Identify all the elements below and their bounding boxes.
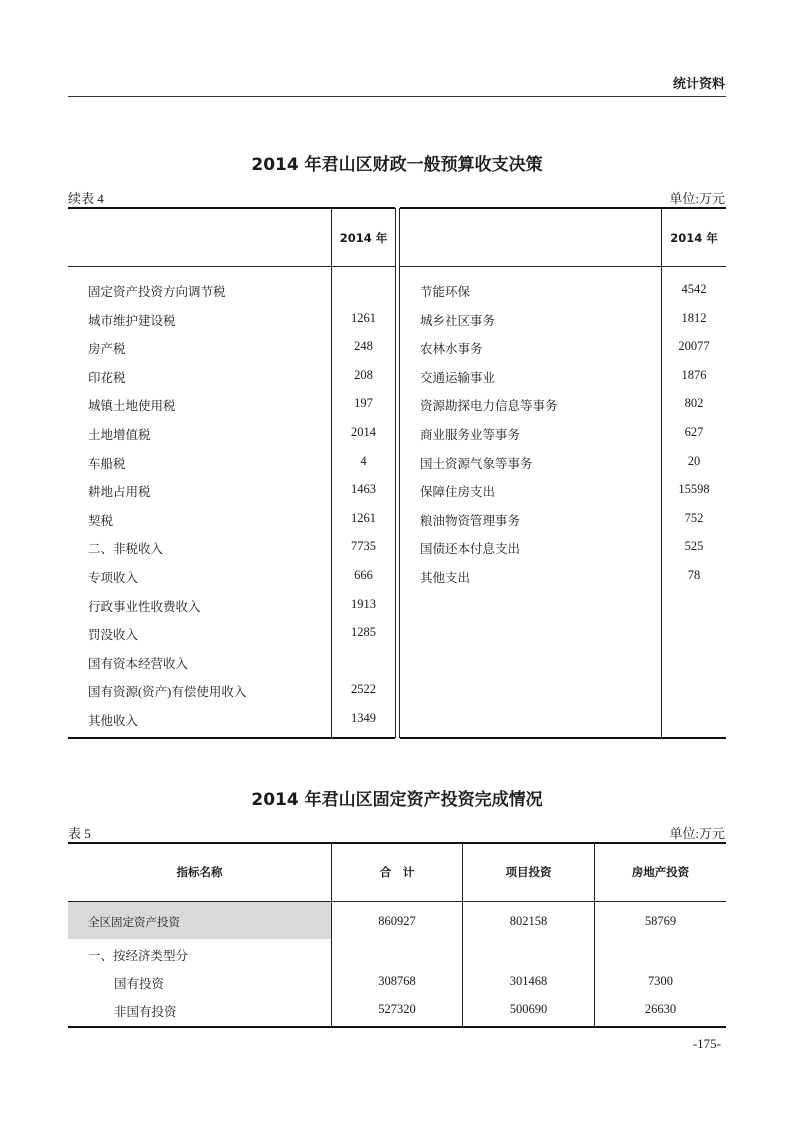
table-row-value: 1349 [351, 711, 376, 725]
table-row-value: 1261 [351, 510, 376, 525]
table-row-label: 罚没收入 [88, 628, 139, 643]
table-row-value: 2522 [351, 682, 376, 697]
table-row-value: 208 [354, 367, 373, 382]
table-row-label: 城乡社区事务 [420, 313, 496, 328]
table4-label: 续表 4 [68, 191, 104, 206]
table-row-value: 78 [687, 568, 701, 582]
table-row-label: 其他支出 [420, 571, 471, 585]
table-row-value: 1913 [351, 596, 376, 611]
section-label: 统计资料 [672, 77, 725, 92]
table-row-value: 2014 [351, 425, 376, 439]
table-row-value: 15598 [678, 482, 710, 497]
table-row-value: 4542 [681, 282, 707, 296]
table-row-value: 20 [687, 453, 701, 468]
table5-header-realestate: 房地产投资 [631, 865, 690, 879]
table-row-project: 802158 [509, 914, 548, 928]
table-row-value: 4 [360, 453, 367, 468]
table-row-value: 1876 [681, 367, 707, 382]
table-row-value: 1261 [351, 310, 376, 325]
table-row-total: 527320 [378, 1002, 416, 1016]
table-row-label: 国有资源(资产)有偿使用收入 [88, 685, 247, 700]
table-row-label: 商业服务业等事务 [420, 428, 521, 442]
table-row-label: 固定资产投资方向调节税 [88, 285, 226, 299]
table-row-label: 节能环保 [420, 285, 471, 299]
table-row-value: 666 [354, 568, 373, 582]
table-row-label: 国债还本付息支出 [420, 542, 521, 557]
table-row-value: 20077 [678, 339, 710, 354]
table-row-value: 248 [354, 339, 373, 354]
table-row-value: 752 [684, 510, 704, 525]
table-row-realestate: 7300 [648, 974, 673, 988]
table-row-label: 粮油物资管理事务 [420, 513, 521, 528]
table-row-label: 行政事业性收费收入 [88, 599, 201, 614]
table-row-value: 1463 [351, 482, 376, 497]
table-row-label: 印花税 [88, 370, 126, 385]
table-row-value: 802 [684, 396, 704, 411]
table-row-total: 308768 [378, 974, 416, 988]
table-row-value: 7735 [351, 539, 376, 554]
table-row-value: 525 [684, 539, 704, 554]
table-row-label: 城镇土地使用税 [88, 399, 176, 414]
table-row-label: 农林水事务 [420, 342, 483, 357]
table-row-value: 197 [354, 396, 373, 411]
table4-left-year-header: 2014 年 [339, 231, 388, 245]
table-row-value: 627 [684, 425, 704, 439]
table-row-label: 国土资源气象等事务 [420, 456, 533, 471]
table-row-realestate: 26630 [644, 1002, 677, 1016]
table-row-label: 保障住房支出 [420, 485, 496, 500]
table4-title: 2014 年君山区财政一般预算收支决策 [251, 155, 543, 175]
table5-header-total: 合 计 [379, 865, 415, 879]
table-row-label: 国有投资 [114, 977, 165, 991]
table-row-label: 国有资本经营收入 [88, 656, 189, 671]
table-row-label: 城市维护建设税 [88, 313, 176, 328]
table-row-label: 房产税 [88, 342, 126, 357]
table-row-label: 一、按经济类型分 [88, 949, 189, 963]
table-row-label: 耕地占用税 [88, 485, 151, 500]
table4-right-year-header: 2014 年 [670, 231, 718, 245]
table-row-label: 交通运输事业 [420, 370, 496, 385]
table-row-label: 车船税 [88, 456, 126, 471]
table-row-project: 301468 [509, 974, 548, 988]
table5-header-project: 项目投资 [505, 865, 552, 879]
table-row-label: 非国有投资 [114, 1005, 177, 1019]
table5-header-name: 指标名称 [176, 865, 223, 879]
table-row-value: 1285 [351, 625, 376, 640]
table-row-label: 全区固定资产投资 [88, 915, 180, 929]
table-row-total: 860927 [378, 914, 416, 928]
table-row-label: 专项收入 [88, 571, 139, 585]
table4-unit: 单位:万元 [669, 191, 725, 206]
page-number: -175- [692, 1036, 721, 1051]
table-row-label: 契税 [88, 513, 114, 528]
table-row-label: 二、非税收入 [88, 542, 164, 557]
table-row-label: 资源勘探电力信息等事务 [420, 399, 558, 414]
table5-label: 表 5 [68, 826, 91, 841]
table-row-project: 500690 [509, 1002, 548, 1016]
table5-title: 2014 年君山区固定资产投资完成情况 [251, 790, 543, 810]
table-row-label: 其他收入 [88, 714, 139, 728]
table-row-label: 土地增值税 [88, 428, 151, 442]
table-row-realestate: 58769 [644, 914, 677, 928]
table5-unit: 单位:万元 [669, 826, 725, 841]
table-row-value: 1812 [681, 310, 707, 325]
